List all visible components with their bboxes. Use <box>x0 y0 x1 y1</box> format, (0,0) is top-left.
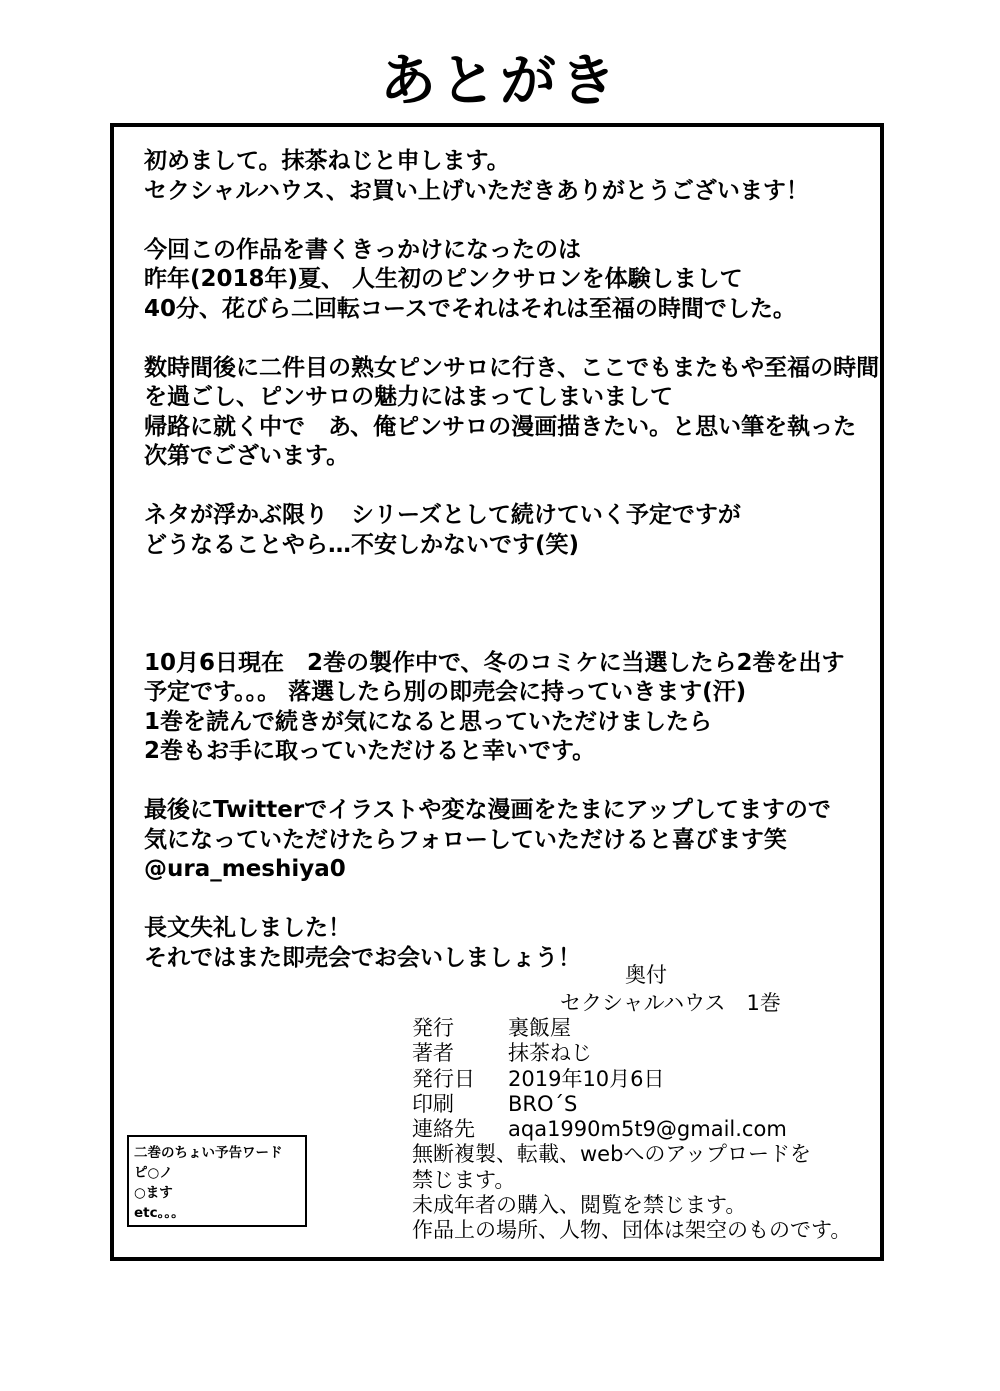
message-line <box>144 767 874 797</box>
colophon <box>412 1016 882 1244</box>
colophon-heading: 奥付 <box>625 963 667 987</box>
message-line: を過ごし、ピンサロの魅力にはまってしまいまして <box>144 384 673 410</box>
message-line: どうなることやら…不安しかないです(笑) <box>144 531 580 558</box>
message-line <box>144 324 874 354</box>
message-line <box>144 619 874 649</box>
message-line: それではまた即売会でお会いしましょう！ <box>144 944 581 971</box>
message-line: セクシャルハウス、お買い上げいただきありがとうございます！ <box>144 177 809 204</box>
colophon-value: 抹茶ねじ <box>508 1041 592 1066</box>
message-line <box>144 206 874 236</box>
colophon-book-title: セクシャルハウス 1巻 <box>560 991 781 1015</box>
page-title: あとがき <box>380 49 620 114</box>
message-line: 数時間後に二件目の熟女ピンサロに行き、ここでもまたもや至福の時間 <box>144 354 880 381</box>
colophon-note: 未成年者の購入、閲覧を禁じます。 <box>412 1193 747 1218</box>
message-line: 次第でございます。 <box>144 443 350 469</box>
colophon-value: 裏飯屋 <box>508 1016 571 1040</box>
message-line: 1巻を読んで続きが気になると思っていただけましたら <box>144 708 713 735</box>
colophon-row-contact <box>412 1117 882 1142</box>
message-line: 初めまして。抹茶ねじと申します。 <box>144 148 510 174</box>
preview-line: ピ○ノ <box>134 1165 173 1181</box>
colophon-label: 発行 <box>412 1016 454 1040</box>
colophon-label: 印刷 <box>412 1091 454 1116</box>
message-line <box>144 885 874 915</box>
colophon-note: 禁じます。 <box>412 1167 516 1192</box>
preview-line: etc。。。 <box>134 1205 185 1221</box>
message-line: 予定です。。。 落選したら別の即売会に持っていきます(汗) <box>144 679 747 705</box>
message-line: 昨年(2018年)夏、 人生初のピンクサロンを体験しまして <box>144 266 743 292</box>
afterword-message <box>144 147 880 973</box>
preview-line: ○ます <box>134 1185 173 1201</box>
preview-line: 二巻のちょい予告ワード <box>134 1145 283 1161</box>
message-line: 最後にTwitterでイラストや変な漫画をたまにアップしてますので <box>144 797 831 823</box>
contact-email: aqa1990m5t9@gmail.com <box>508 1117 787 1142</box>
colophon-label: 連絡先 <box>412 1117 475 1142</box>
colophon-note: 無断複製、転載、webへのアップロードを <box>412 1142 811 1167</box>
message-line: 帰路に就く中で あ、俺ピンサロの漫画描きたい。と思い筆を執った <box>144 413 857 440</box>
message-line: 長文失礼しました！ <box>144 915 351 941</box>
message-line: 10月6日現在 2巻の製作中で、冬のコミケに当選したら2巻を出す <box>144 649 845 676</box>
message-line <box>144 560 874 590</box>
next-volume-preview-box <box>127 1135 307 1227</box>
colophon-label: 発行日 <box>412 1066 475 1091</box>
colophon-row-publisher <box>412 1016 882 1041</box>
colophon-row-date <box>412 1067 882 1092</box>
colophon-label: 著者 <box>412 1041 454 1066</box>
message-line: 気になっていただけたらフォローしていただけると喜びます笑 <box>144 826 787 853</box>
message-line: ネタが浮かぶ限り シリーズとして続けていく予定ですが <box>144 502 741 528</box>
colophon-note: 作品上の場所、人物、団体は架空のものです。 <box>412 1218 852 1243</box>
message-line <box>144 472 874 502</box>
twitter-handle: @ura_meshiya0 <box>144 856 346 882</box>
colophon-row-author <box>412 1041 882 1066</box>
colophon-row-printer <box>412 1092 882 1117</box>
colophon-value: 2019年10月6日 <box>508 1066 665 1091</box>
message-line: 2巻もお手に取っていただけると幸いです。 <box>144 738 596 764</box>
message-line: 今回この作品を書くきっかけになったのは <box>144 236 581 263</box>
message-line <box>144 590 874 620</box>
colophon-value: BRO´S <box>508 1091 578 1116</box>
message-line: 40分、花びら二回転コースでそれはそれは至福の時間でした。 <box>144 295 796 322</box>
